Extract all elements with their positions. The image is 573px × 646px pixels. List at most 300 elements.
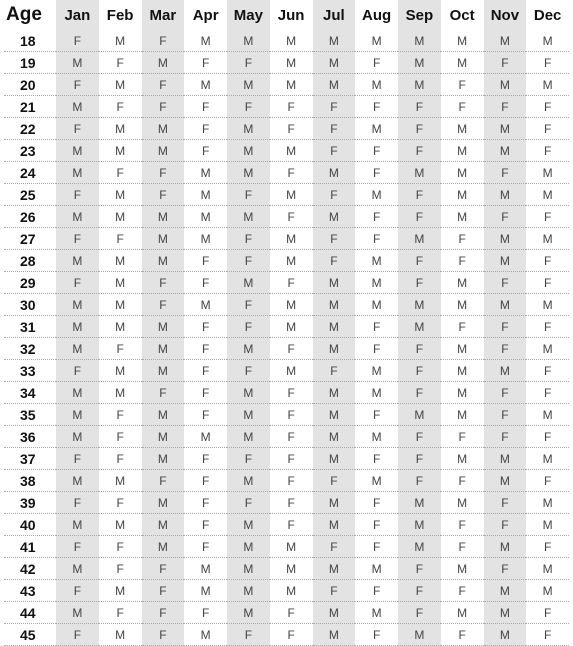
gender-cell: F — [313, 250, 356, 272]
gender-cell: F — [398, 558, 441, 580]
gender-cell: F — [56, 74, 99, 96]
gender-cell: F — [270, 96, 313, 118]
gender-cell: M — [270, 250, 313, 272]
gender-cell: F — [441, 514, 484, 536]
gender-cell: F — [227, 492, 270, 514]
age-cell: 18 — [4, 30, 56, 52]
gender-cell: M — [99, 272, 142, 294]
gender-cell: F — [398, 448, 441, 470]
gender-cell: F — [313, 140, 356, 162]
month-header-feb: Feb — [106, 6, 134, 24]
gender-cell: M — [227, 118, 270, 140]
gender-cell: M — [313, 30, 356, 52]
gender-cell: M — [355, 470, 398, 492]
gender-cell: F — [142, 96, 185, 118]
gender-cell: M — [99, 118, 142, 140]
gender-cell: F — [99, 602, 142, 624]
gender-cell: F — [355, 404, 398, 426]
gender-cell: M — [270, 558, 313, 580]
age-cell: 27 — [4, 228, 56, 250]
gender-cell: M — [441, 360, 484, 382]
age-cell: 30 — [4, 294, 56, 316]
age-cell: 41 — [4, 536, 56, 558]
gender-cell: F — [56, 448, 99, 470]
gender-cell: M — [355, 602, 398, 624]
gender-cell: M — [227, 206, 270, 228]
gender-cell: M — [398, 316, 441, 338]
gender-cell: F — [398, 140, 441, 162]
gender-cell: F — [441, 536, 484, 558]
gender-cell: M — [142, 206, 185, 228]
table-row — [4, 536, 569, 558]
gender-cell: F — [56, 30, 99, 52]
gender-cell: M — [398, 492, 441, 514]
gender-cell: M — [355, 382, 398, 404]
table-row — [4, 184, 569, 206]
gender-cell: F — [142, 272, 185, 294]
gender-cell: M — [227, 602, 270, 624]
gender-cell: M — [355, 426, 398, 448]
gender-cell: F — [142, 624, 185, 646]
gender-cell: F — [398, 96, 441, 118]
gender-cell: F — [355, 514, 398, 536]
gender-cell: F — [99, 96, 142, 118]
gender-cell: F — [270, 492, 313, 514]
gender-cell: M — [142, 536, 185, 558]
gender-cell: F — [184, 338, 227, 360]
table-row — [4, 338, 569, 360]
gender-cell: M — [441, 184, 484, 206]
gender-cell: F — [441, 470, 484, 492]
gender-cell: M — [313, 514, 356, 536]
gender-cell: F — [398, 250, 441, 272]
gender-cell: M — [270, 74, 313, 96]
gender-cell: F — [142, 470, 185, 492]
gender-cell: M — [441, 162, 484, 184]
gender-cell: M — [441, 118, 484, 140]
gender-cell: F — [184, 316, 227, 338]
gender-cell: M — [227, 426, 270, 448]
gender-cell: F — [270, 426, 313, 448]
gender-cell: F — [355, 206, 398, 228]
table-row — [4, 30, 569, 52]
gender-cell: M — [398, 624, 441, 646]
gender-cell: F — [441, 624, 484, 646]
gender-cell: M — [270, 294, 313, 316]
gender-cell: F — [526, 250, 569, 272]
month-header-jul: Jul — [313, 0, 356, 30]
gender-cell: M — [184, 558, 227, 580]
gender-cell: M — [484, 602, 527, 624]
gender-cell: M — [56, 470, 99, 492]
gender-cell: F — [184, 404, 227, 426]
gender-cell: F — [270, 206, 313, 228]
gender-cell: M — [441, 448, 484, 470]
gender-cell: M — [142, 140, 185, 162]
gender-cell: F — [526, 470, 569, 492]
gender-cell: M — [99, 74, 142, 96]
gender-cell: F — [398, 118, 441, 140]
gender-cell: F — [99, 228, 142, 250]
table-row — [4, 250, 569, 272]
gender-cell: M — [441, 52, 484, 74]
gender-cell: F — [142, 580, 185, 602]
gender-cell: M — [355, 294, 398, 316]
gender-prediction-table — [4, 0, 569, 646]
gender-cell: F — [526, 96, 569, 118]
gender-cell: F — [355, 96, 398, 118]
gender-cell: M — [56, 294, 99, 316]
gender-cell: M — [184, 162, 227, 184]
month-header-jun: Jun — [277, 6, 305, 24]
gender-cell: M — [184, 30, 227, 52]
gender-cell: M — [355, 250, 398, 272]
age-cell: 45 — [4, 624, 56, 646]
gender-cell: M — [441, 30, 484, 52]
table-row — [4, 96, 569, 118]
gender-cell: M — [484, 360, 527, 382]
gender-cell: F — [142, 294, 185, 316]
gender-cell: M — [313, 624, 356, 646]
gender-cell: M — [313, 162, 356, 184]
gender-cell: F — [184, 360, 227, 382]
gender-cell: M — [526, 580, 569, 602]
gender-cell: F — [270, 382, 313, 404]
gender-cell: F — [227, 448, 270, 470]
age-cell: 21 — [4, 96, 56, 118]
month-header-apr: Apr — [192, 6, 219, 24]
table-body — [4, 30, 569, 646]
gender-cell: F — [355, 536, 398, 558]
gender-cell: M — [99, 316, 142, 338]
gender-cell: M — [142, 316, 185, 338]
gender-cell: M — [526, 228, 569, 250]
gender-cell: M — [56, 250, 99, 272]
gender-cell: F — [526, 382, 569, 404]
age-cell: 28 — [4, 250, 56, 272]
gender-cell: F — [184, 382, 227, 404]
gender-cell: F — [484, 96, 527, 118]
age-cell: 24 — [4, 162, 56, 184]
gender-cell: M — [56, 426, 99, 448]
gender-cell: F — [227, 294, 270, 316]
age-cell: 43 — [4, 580, 56, 602]
age-cell: 38 — [4, 470, 56, 492]
gender-cell: F — [526, 140, 569, 162]
gender-cell: M — [184, 74, 227, 96]
table-row — [4, 448, 569, 470]
gender-cell: F — [56, 118, 99, 140]
gender-cell: M — [441, 602, 484, 624]
gender-cell: M — [227, 74, 270, 96]
gender-cell: M — [99, 184, 142, 206]
gender-cell: M — [398, 228, 441, 250]
month-header-nov: Nov — [484, 0, 527, 30]
gender-cell: F — [484, 426, 527, 448]
gender-cell: F — [313, 96, 356, 118]
gender-cell: F — [184, 250, 227, 272]
month-header-oct: Oct — [449, 6, 475, 24]
gender-cell: M — [142, 514, 185, 536]
gender-cell: F — [56, 228, 99, 250]
gender-cell: M — [484, 580, 527, 602]
gender-cell: F — [56, 536, 99, 558]
age-cell: 39 — [4, 492, 56, 514]
gender-cell: M — [313, 602, 356, 624]
gender-cell: F — [142, 74, 185, 96]
gender-cell: M — [99, 206, 142, 228]
gender-cell: M — [184, 624, 227, 646]
table-row — [4, 624, 569, 646]
gender-cell: M — [56, 140, 99, 162]
gender-cell: F — [484, 162, 527, 184]
gender-cell: M — [526, 294, 569, 316]
gender-cell: M — [355, 272, 398, 294]
age-cell: 20 — [4, 74, 56, 96]
gender-cell: F — [184, 140, 227, 162]
month-header-jan: Jan — [56, 0, 99, 30]
gender-cell: F — [227, 52, 270, 74]
gender-cell: M — [99, 360, 142, 382]
gender-cell: M — [184, 206, 227, 228]
gender-cell: M — [484, 74, 527, 96]
gender-cell: F — [441, 228, 484, 250]
gender-cell: M — [484, 536, 527, 558]
gender-cell: M — [270, 536, 313, 558]
gender-cell: F — [526, 360, 569, 382]
gender-cell: F — [227, 184, 270, 206]
gender-cell: F — [484, 404, 527, 426]
gender-cell: M — [227, 382, 270, 404]
gender-cell: M — [227, 580, 270, 602]
gender-cell: M — [99, 30, 142, 52]
gender-cell: M — [484, 184, 527, 206]
table-row — [4, 272, 569, 294]
gender-cell: F — [99, 338, 142, 360]
gender-cell: F — [441, 250, 484, 272]
gender-cell: M — [441, 404, 484, 426]
gender-cell: F — [526, 602, 569, 624]
gender-cell: F — [355, 624, 398, 646]
gender-cell: M — [398, 74, 441, 96]
age-cell: 31 — [4, 316, 56, 338]
gender-cell: F — [313, 228, 356, 250]
age-cell: 40 — [4, 514, 56, 536]
gender-cell: M — [484, 30, 527, 52]
gender-cell: M — [441, 382, 484, 404]
age-cell: 33 — [4, 360, 56, 382]
gender-cell: M — [99, 624, 142, 646]
gender-cell: M — [56, 382, 99, 404]
age-cell: 36 — [4, 426, 56, 448]
table-row — [4, 74, 569, 96]
gender-cell: M — [270, 228, 313, 250]
gender-cell: F — [526, 536, 569, 558]
gender-cell: F — [484, 492, 527, 514]
gender-cell: F — [526, 624, 569, 646]
age-cell: 19 — [4, 52, 56, 74]
gender-cell: F — [227, 250, 270, 272]
gender-cell: M — [227, 558, 270, 580]
age-cell: 22 — [4, 118, 56, 140]
table-row — [4, 558, 569, 580]
gender-cell: M — [184, 294, 227, 316]
gender-cell: F — [270, 404, 313, 426]
gender-cell: M — [270, 30, 313, 52]
gender-cell: F — [313, 360, 356, 382]
table-row — [4, 162, 569, 184]
gender-cell: M — [355, 118, 398, 140]
gender-cell: M — [142, 492, 185, 514]
gender-cell: M — [227, 162, 270, 184]
gender-cell: M — [227, 338, 270, 360]
age-cell: 25 — [4, 184, 56, 206]
gender-cell: F — [99, 558, 142, 580]
gender-cell: M — [441, 558, 484, 580]
month-header-mar: Mar — [142, 0, 185, 30]
gender-cell: F — [142, 162, 185, 184]
gender-cell: M — [313, 52, 356, 74]
gender-cell: M — [56, 338, 99, 360]
gender-cell: F — [313, 184, 356, 206]
gender-cell: M — [142, 404, 185, 426]
gender-cell: F — [184, 272, 227, 294]
gender-cell: F — [184, 602, 227, 624]
gender-cell: M — [441, 338, 484, 360]
gender-cell: M — [56, 602, 99, 624]
gender-cell: F — [270, 272, 313, 294]
age-cell: 34 — [4, 382, 56, 404]
gender-cell: M — [526, 514, 569, 536]
gender-cell: M — [56, 162, 99, 184]
gender-cell: M — [526, 162, 569, 184]
month-header-sep: Sep — [398, 0, 441, 30]
gender-cell: F — [56, 624, 99, 646]
gender-cell: M — [398, 536, 441, 558]
gender-cell: F — [398, 470, 441, 492]
gender-cell: F — [184, 118, 227, 140]
gender-cell: M — [441, 492, 484, 514]
gender-cell: F — [56, 492, 99, 514]
gender-cell: F — [270, 162, 313, 184]
age-cell: 26 — [4, 206, 56, 228]
gender-cell: M — [484, 228, 527, 250]
table-row — [4, 140, 569, 162]
gender-cell: M — [313, 294, 356, 316]
gender-cell: F — [142, 558, 185, 580]
table-row — [4, 118, 569, 140]
gender-cell: M — [398, 30, 441, 52]
gender-cell: M — [227, 404, 270, 426]
gender-cell: F — [56, 360, 99, 382]
table-row — [4, 382, 569, 404]
table-row — [4, 492, 569, 514]
gender-cell: M — [355, 558, 398, 580]
month-header-may: May — [227, 0, 270, 30]
gender-cell: M — [56, 558, 99, 580]
gender-cell: F — [56, 580, 99, 602]
gender-cell: F — [355, 338, 398, 360]
gender-cell: F — [441, 74, 484, 96]
gender-cell: F — [142, 382, 185, 404]
gender-cell: F — [355, 228, 398, 250]
gender-cell: F — [355, 52, 398, 74]
gender-cell: F — [99, 52, 142, 74]
gender-cell: M — [227, 140, 270, 162]
gender-cell: M — [355, 30, 398, 52]
gender-cell: M — [526, 492, 569, 514]
gender-cell: M — [142, 448, 185, 470]
gender-cell: M — [56, 206, 99, 228]
gender-cell: M — [484, 294, 527, 316]
table-row — [4, 580, 569, 602]
gender-cell: M — [56, 316, 99, 338]
gender-cell: M — [484, 140, 527, 162]
gender-cell: M — [355, 74, 398, 96]
table-row — [4, 228, 569, 250]
table-row — [4, 294, 569, 316]
gender-cell: M — [99, 470, 142, 492]
gender-cell: M — [313, 74, 356, 96]
gender-cell: M — [227, 272, 270, 294]
gender-cell: F — [184, 470, 227, 492]
gender-cell: M — [313, 382, 356, 404]
gender-cell: F — [184, 492, 227, 514]
gender-cell: M — [526, 74, 569, 96]
gender-cell: M — [398, 162, 441, 184]
gender-cell: F — [484, 514, 527, 536]
gender-cell: M — [56, 404, 99, 426]
gender-cell: F — [99, 426, 142, 448]
gender-cell: M — [142, 250, 185, 272]
gender-cell: M — [184, 184, 227, 206]
gender-cell: F — [99, 448, 142, 470]
gender-cell: F — [99, 162, 142, 184]
gender-cell: F — [441, 316, 484, 338]
gender-cell: F — [270, 470, 313, 492]
gender-cell: M — [99, 140, 142, 162]
gender-cell: F — [227, 228, 270, 250]
gender-cell: M — [184, 228, 227, 250]
month-header-aug: Aug — [362, 6, 392, 24]
gender-cell: F — [398, 580, 441, 602]
gender-cell: F — [56, 184, 99, 206]
table-row — [4, 206, 569, 228]
gender-cell: F — [398, 272, 441, 294]
gender-cell: F — [184, 514, 227, 536]
gender-cell: F — [56, 272, 99, 294]
gender-cell: F — [441, 580, 484, 602]
gender-cell: F — [355, 448, 398, 470]
gender-cell: M — [270, 316, 313, 338]
gender-cell: F — [270, 448, 313, 470]
gender-cell: F — [484, 338, 527, 360]
gender-cell: M — [484, 624, 527, 646]
age-cell: 23 — [4, 140, 56, 162]
gender-cell: F — [227, 316, 270, 338]
month-header-dec: Dec — [533, 6, 562, 24]
gender-cell: M — [398, 294, 441, 316]
gender-cell: F — [270, 602, 313, 624]
age-column-header: Age — [6, 4, 42, 25]
gender-cell: F — [398, 382, 441, 404]
gender-cell: M — [441, 206, 484, 228]
gender-cell: M — [270, 184, 313, 206]
gender-cell: M — [99, 382, 142, 404]
gender-cell: F — [142, 602, 185, 624]
gender-cell: F — [142, 30, 185, 52]
table-row — [4, 404, 569, 426]
